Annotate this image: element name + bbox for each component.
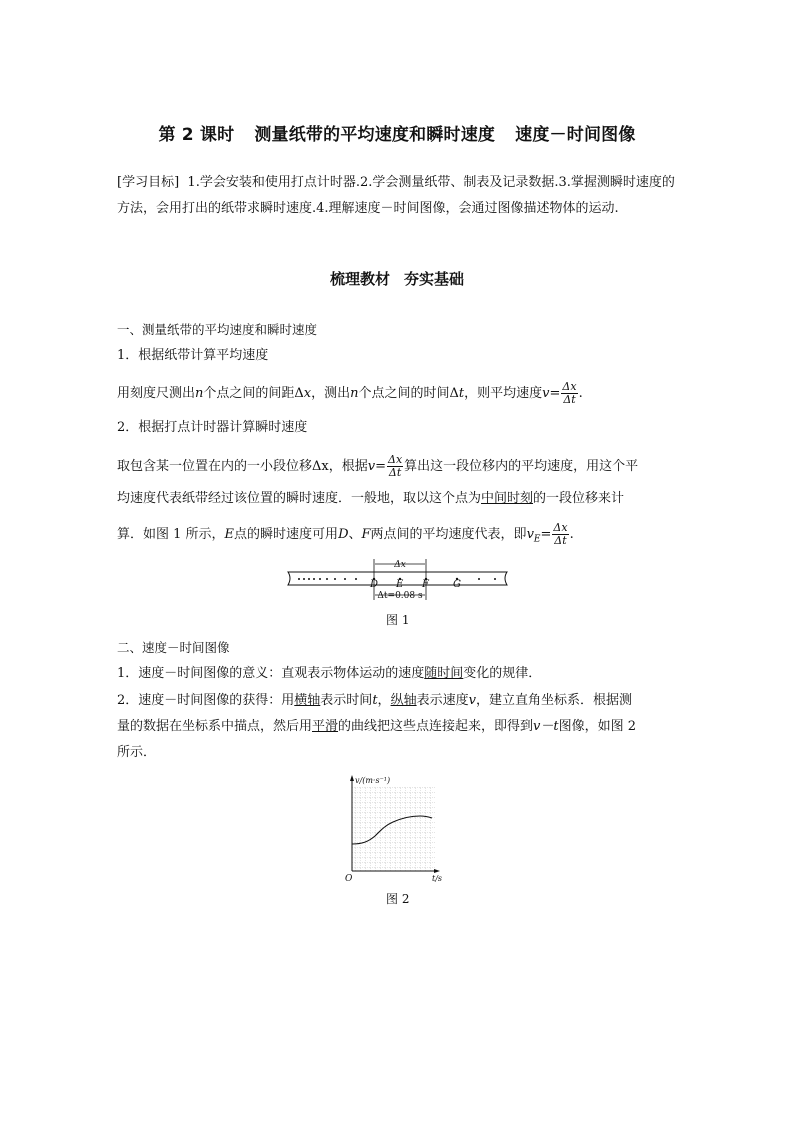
text-seg: 2．速度－时间图像的获得：用 [117,693,295,708]
dt-label: Δt=0.08 s [377,591,423,601]
text-seg: 1．速度－时间图像的意义：直观表示物体运动的速度 [117,666,425,681]
frac-den: Δt [563,393,576,406]
part1-item2-line2 [117,488,624,510]
title-subtopic: 速度－时间图像 [515,125,636,145]
y-axis-label: v/(m·s⁻¹) [355,776,391,785]
tape-dot [303,578,305,580]
figure-1-caption: 图 1 [386,613,410,627]
text-seg: E [224,527,235,542]
tape-dot [494,578,496,580]
x-axis-arrow [434,869,440,873]
objectives-label: [学习目标] [117,175,180,190]
underlined-term: 中间时刻 [481,491,534,506]
part1-heading: 一、测量纸带的平均速度和瞬时速度 [117,322,318,337]
text-seg: = [549,386,561,401]
text-seg: E [533,534,541,545]
frac-num: Δx [562,380,577,393]
text-seg: 均速度代表纸带经过该位置的瞬时速度．一般地，取以这个点为 [117,491,482,506]
page-title [0,120,794,145]
text-seg: 量的数据在坐标系中描点，然后用 [117,719,313,734]
tape-dot [298,578,300,580]
part2-item1 [117,663,541,685]
part1-item1-title: 1．根据纸带计算平均速度 [117,348,269,363]
section-title-part2: 夯实基础 [404,270,465,288]
text-seg: 用刻度尺测出 [117,386,196,401]
text-seg: 表示时间 [320,693,373,708]
figure-1-paper-tape [285,556,510,606]
text-seg: 变化的规律． [463,666,542,681]
underlined-term: 平滑 [312,719,339,734]
tape-dot [319,578,321,580]
text-seg: x [303,386,312,401]
underlined-term: 纵轴 [390,693,417,708]
text-seg: ，测出 [311,386,351,401]
text-seg: = [540,527,552,542]
text-seg: n [195,386,204,401]
text-seg: 表示速度 [416,693,469,708]
text-seg: t [372,693,378,708]
text-seg: 图像，如图 2 [558,719,637,734]
point-label-F: F [422,579,429,590]
text-seg: 个点之间的时间Δ [358,386,459,401]
frac-num: Δx [388,453,403,466]
text-seg: t [458,386,465,401]
objectives-text: 1.学会安装和使用打点计时器.2.学会测量纸带、制表及记录数据.3.掌握测瞬时速度的方法，会用打出的纸带求瞬时速度.4.理解速度－时间图像，会通过图像描述物体的运动. [117,175,675,216]
text-seg: 的曲线把这些点连接起来，即得到 [338,719,534,734]
text-seg: 、 [348,527,362,542]
tape-dot [344,578,346,580]
text-seg: ，建立直角坐标系．根据测 [475,693,632,708]
title-lesson: 第 2 课时 [158,125,235,145]
fraction-velocity [387,454,403,479]
section-title-part1: 梳理教材 [329,270,390,288]
part1-item1-body [117,381,583,406]
underlined-term: 随时间 [424,666,464,681]
x-axis-label: t/s [432,874,443,883]
text-seg: ，则平均速度 [464,386,543,401]
text-seg: = [375,459,386,474]
origin-label: O [345,874,353,884]
frac-num: Δx [553,521,568,534]
text-seg: 取包含某一位置在内的一小段位移Δx，根据 [117,459,368,474]
text-seg: v－t [533,719,559,734]
text-seg: 点的瞬时速度可用 [234,527,339,542]
part2-item2-line1 [117,690,632,712]
fraction-velocity-E [552,522,568,547]
grid [352,786,435,871]
tape-dot [355,578,357,580]
section-title [0,268,794,289]
tape-dot [313,578,315,580]
text-seg: v [526,527,534,542]
learning-objectives [117,170,679,222]
text-seg: v [367,459,376,474]
tape-dot [326,578,328,580]
title-topic: 测量纸带的平均速度和瞬时速度 [254,125,496,145]
point-label-G: G [453,579,461,590]
tape-dot [478,578,480,580]
text-seg: ， [377,693,391,708]
text-seg: n [350,386,359,401]
part1-item2-line1 [117,454,638,479]
text-seg: . [578,386,583,401]
part1-item2-line3 [117,522,574,551]
fraction-avg-velocity [561,381,577,406]
text-seg: 算．如图 1 所示， [117,527,225,542]
dx-label: Δx [394,560,406,570]
tape-dot [308,578,310,580]
underlined-term: 横轴 [294,693,321,708]
figure-2-caption: 图 2 [386,892,410,906]
frac-den: Δt [554,534,567,547]
y-axis-arrow [350,775,354,781]
tape-dot [334,578,336,580]
point-label-D: D [370,579,379,590]
frac-den: Δt [388,466,402,479]
part2-item2-line3: 所示． [117,745,157,760]
part2-heading: 二、速度－时间图像 [117,640,230,655]
text-seg: 两点间的平均速度代表，即 [370,527,527,542]
text-seg: . [569,527,574,542]
point-label-E: E [396,579,404,590]
text-seg: v [542,386,550,401]
part2-item2-line2 [117,716,636,738]
text-seg: 算出这一段位移内的平均速度，用这个平 [404,459,639,474]
text-seg: D [338,527,349,542]
text-seg: F [361,527,371,542]
text-seg: 个点之间的间距Δ [203,386,304,401]
text-seg: v [468,693,476,708]
text-seg: 的一段位移来计 [533,491,625,506]
part1-item2-title: 2．根据打点计时器计算瞬时速度 [117,420,308,435]
figure-2-vt-graph [340,772,450,884]
